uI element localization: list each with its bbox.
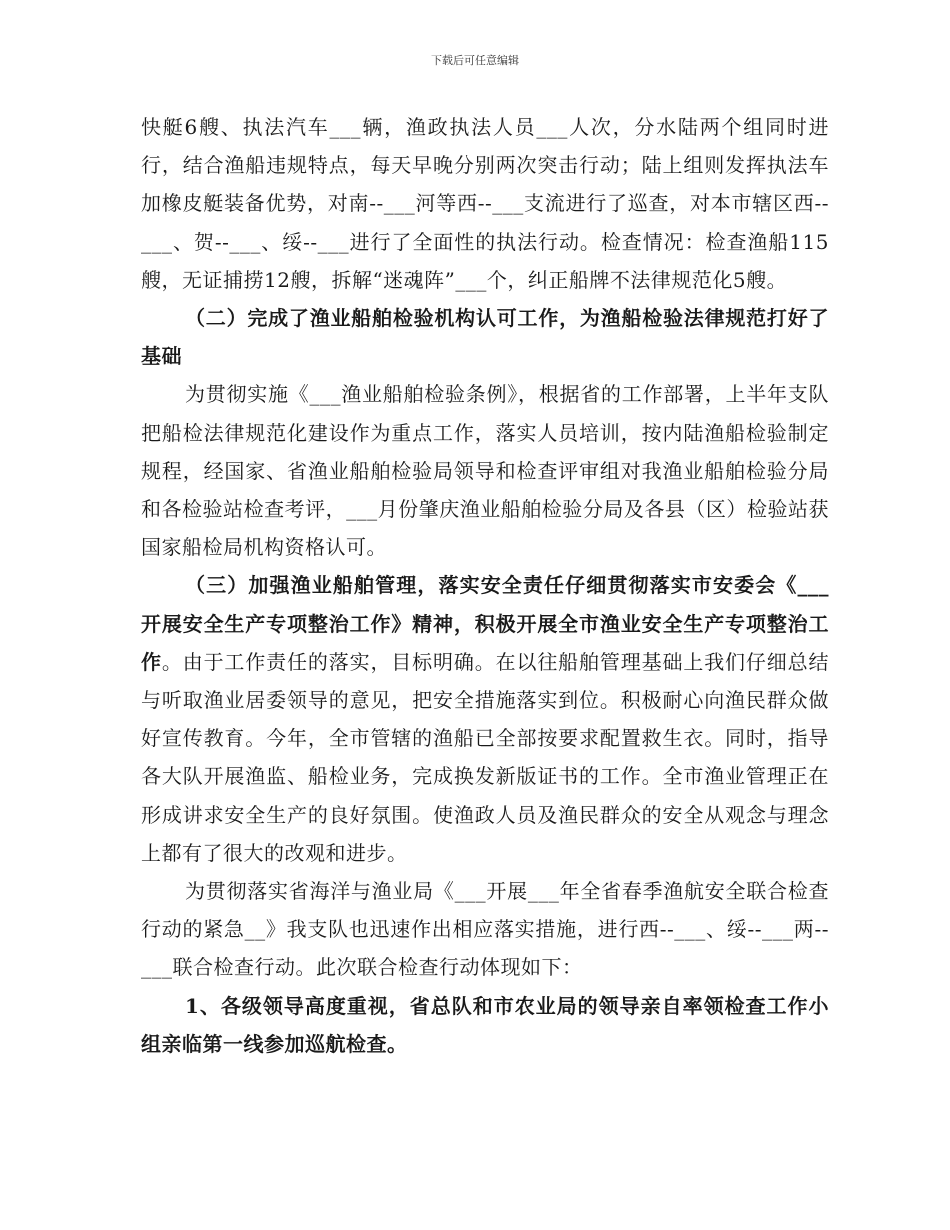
- paragraph-vessel-management-body: 。由于工作责任的落实，目标明确。在以往船舶管理基础上我们仔细总结与听取渔业居委领导的意见，把安全措施落实到位。积极耐心向渔民群众做好宣传教育。今年，全市管辖的渔船已全部按要求配置救生衣。同时，指导各大队开展渔监、船检业务，完成换发新版证书的工作。全市渔业管理正在形成讲求安全生产的良好氛围。使渔政人员及渔民群众的安全从观念与理念上都有了很大的改观和进步。: [141, 649, 829, 865]
- paragraph-vessel-management: [141, 566, 829, 872]
- section-heading-vessel-management: （三）加强渔业船舶管理，落实安全责任仔细贯彻落实市安委会《___开展安全生产专项整治工作》精神，积极开展全市渔业安全生产专项整治工作: [141, 573, 829, 674]
- section-heading-vessel-inspection: （二）完成了渔业船舶检验机构认可工作，为渔船检验法律规范打好了基础: [141, 306, 829, 369]
- paragraph-joint-inspection: 为贯彻落实省海洋与渔业局《___开展___年全省春季渔航安全联合检查行动的紧急__》我支队也迅速作出相应落实措施，进行西--___、绥--___两--___联合检查行动。此次联合检查行动体现如下：: [141, 879, 829, 980]
- paragraph-vessel-inspection: 为贯彻实施《___渔业船舶检验条例》，根据省的工作部署，上半年支队把船检法律规范化建设作为重点工作，落实人员培训，按内陆渔船检验制定规程，经国家、省渔业船舶检验局领导和检查评审组对我渔业船舶检验分局和各检验站检查考评，___月份肇庆渔业船舶检验分局及各县（区）检验站获国家船检局机构资格认可。: [141, 382, 829, 560]
- document-body: [141, 108, 829, 1063]
- list-item-leadership: 1、各级领导高度重视，省总队和市农业局的领导亲自率领检查工作小组亲临第一线参加巡航检查。: [141, 993, 829, 1056]
- page-header: 下载后可任意编辑: [431, 54, 519, 67]
- paragraph-enforcement-summary: 快艇6艘、执法汽车___辆，渔政执法人员___人次，分水陆两个组同时进行，结合渔船违规特点，每天早晚分别两次突击行动；陆上组则发挥执法车加橡皮艇装备优势，对南--___河等西--___支流进行了巡查，对本市辖区西--___、贺--___、绥--___进行了全面性的执法行动。检查情况：检查渔船115艘，无证捕捞12艘，拆解“迷魂阵”___个，纠正船牌不法律规范化5艘。: [141, 115, 829, 292]
